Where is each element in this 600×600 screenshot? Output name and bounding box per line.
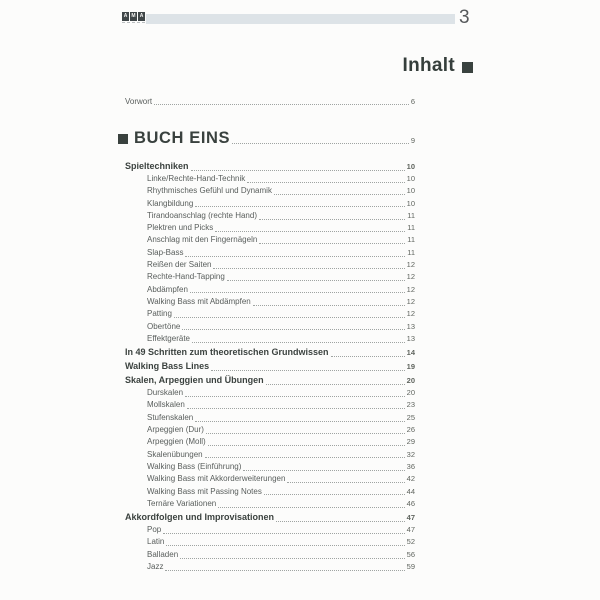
toc-row xyxy=(125,536,415,548)
toc-entry-label: Mollskalen xyxy=(147,400,185,410)
dot-leader xyxy=(287,482,404,483)
toc-entry-label: Walking Bass mit Abdämpfen xyxy=(147,296,251,306)
toc-entry-page: 12 xyxy=(406,309,415,319)
toc-entry-page: 12 xyxy=(406,272,415,282)
dot-leader xyxy=(259,219,405,220)
dot-leader xyxy=(218,507,404,508)
dot-leader xyxy=(163,533,404,534)
logo-underline-decoration xyxy=(122,22,145,23)
toc-row xyxy=(125,284,415,296)
toc-entry-page: 10 xyxy=(406,198,415,208)
toc-entry-label: Skalenübungen xyxy=(147,449,203,459)
toc-entry-page: 26 xyxy=(406,425,415,435)
toc-entry-label: Walking Bass (Einführung) xyxy=(147,461,242,471)
toc-entry-label: Stufenskalen xyxy=(147,412,194,422)
toc-entry-label: Durskalen xyxy=(147,388,184,398)
toc-entry-label: Patting xyxy=(147,309,172,319)
dot-leader xyxy=(165,570,404,571)
toc-entry-page: 10 xyxy=(406,174,415,183)
toc-entry-page: 10 xyxy=(406,186,415,196)
toc-entry-label: Effektgeräte xyxy=(147,333,190,343)
dot-leader xyxy=(195,421,404,422)
toc-entry-page: 12 xyxy=(406,296,415,306)
book-one-label: BUCH EINS xyxy=(134,129,231,147)
toc-entry-label: Reißen der Saiten xyxy=(147,260,212,270)
toc-entry-page: 32 xyxy=(406,449,415,459)
toc-row xyxy=(125,321,415,333)
dot-leader xyxy=(195,206,404,207)
toc-entry-page: 14 xyxy=(406,348,415,358)
toc-entry-page: 47 xyxy=(406,513,415,523)
toc-row xyxy=(125,424,415,436)
logo-letter: A xyxy=(139,13,144,19)
dot-leader xyxy=(264,494,405,495)
toc-row xyxy=(125,549,415,561)
toc-row xyxy=(125,210,415,222)
toc-entry-label: Jazz xyxy=(147,562,164,572)
toc-entry-label: Tirandoanschlag (rechte Hand) xyxy=(147,210,257,220)
toc-entry-label: Latin xyxy=(147,537,165,547)
book-one-heading xyxy=(118,129,415,148)
dot-leader xyxy=(154,104,409,105)
logo-letter-squares xyxy=(122,12,148,21)
toc-entry-page: 13 xyxy=(406,333,415,343)
toc-entry-label: Linke/Rechte-Hand-Technik xyxy=(147,174,246,183)
toc-entry-label: Arpeggien (Moll) xyxy=(147,437,206,447)
dot-leader xyxy=(259,243,405,244)
dot-leader xyxy=(247,182,404,183)
toc-entry-page: 36 xyxy=(406,461,415,471)
toc-row xyxy=(125,486,415,498)
toc-row-vorwort xyxy=(125,96,415,107)
toc-entry-label: Rechte-Hand-Tapping xyxy=(147,272,225,282)
dot-leader xyxy=(187,408,405,409)
toc-entry-page: 46 xyxy=(406,498,415,508)
toc-row xyxy=(125,449,415,461)
toc-row xyxy=(125,185,415,197)
toc-row xyxy=(125,399,415,411)
toc-entry-page: 6 xyxy=(410,97,415,106)
toc-entry-page: 19 xyxy=(406,362,415,372)
dot-leader xyxy=(192,342,405,343)
dot-leader xyxy=(266,384,405,385)
dot-leader xyxy=(243,470,404,471)
dot-leader xyxy=(211,370,404,371)
toc-entry-page: 23 xyxy=(406,400,415,410)
heading-square-bullet xyxy=(118,134,128,144)
dot-leader xyxy=(208,445,405,446)
toc-row xyxy=(125,222,415,234)
dot-leader xyxy=(185,396,405,397)
toc-row xyxy=(125,498,415,510)
toc-entry-page: 10 xyxy=(406,162,415,171)
toc-row xyxy=(125,308,415,320)
toc-entry-page: 11 xyxy=(407,210,415,220)
dot-leader xyxy=(331,356,405,357)
toc-entry-label: Arpeggien (Dur) xyxy=(147,425,204,435)
toc-row xyxy=(125,436,415,448)
toc-row xyxy=(125,524,415,536)
toc-entry-label: Akkordfolgen und Improvisationen xyxy=(125,512,275,523)
dot-leader xyxy=(205,457,405,458)
toc-entry-label: Obertöne xyxy=(147,321,181,331)
toc-entry-label: Abdämpfen xyxy=(147,284,188,294)
toc-entry-page: 44 xyxy=(406,486,415,496)
toc-entry-label: Walking Bass mit Passing Notes xyxy=(147,486,262,496)
toc-entry-page: 20 xyxy=(406,376,415,386)
dot-leader xyxy=(185,256,405,257)
toc-row xyxy=(125,160,415,173)
toc-entry-label: Anschlag mit den Fingernägeln xyxy=(147,235,258,245)
toc-entry-page: 11 xyxy=(407,235,415,245)
toc-entry-page: 13 xyxy=(406,321,415,331)
logo-letter: A xyxy=(123,13,128,19)
toc-row xyxy=(125,234,415,246)
toc-list xyxy=(125,159,415,573)
toc-row xyxy=(125,387,415,399)
dot-leader xyxy=(166,545,404,546)
toc-row xyxy=(125,412,415,424)
toc-row xyxy=(125,461,415,473)
toc-entry-label: Balladen xyxy=(147,549,179,559)
toc-entry-label: In 49 Schritten zum theoretischen Grundwissen xyxy=(125,347,329,358)
dot-leader xyxy=(274,194,405,195)
toc-entry-page: 11 xyxy=(407,223,415,233)
dot-leader xyxy=(227,280,405,281)
toc-entry-label: Pop xyxy=(147,525,162,535)
toc-row xyxy=(125,247,415,259)
toc-entry-label: Plektren und Picks xyxy=(147,223,214,233)
page-number: 3 xyxy=(459,7,470,28)
toc-entry-label: Klangbildung xyxy=(147,198,194,208)
dot-leader xyxy=(191,170,405,171)
toc-row xyxy=(125,374,415,387)
toc-row xyxy=(125,173,415,185)
toc-entry-label: Slap-Bass xyxy=(147,247,184,257)
logo-letter: M xyxy=(131,13,136,19)
toc-entry-page: 47 xyxy=(406,525,415,535)
header-rule-bar xyxy=(146,14,455,24)
dot-leader xyxy=(174,317,405,318)
toc-entry-page: 52 xyxy=(406,537,415,547)
toc-row xyxy=(125,511,415,524)
toc-entry-label: Ternäre Variationen xyxy=(147,498,217,508)
toc-entry-label: Walking Bass Lines xyxy=(125,361,210,372)
dot-leader xyxy=(215,231,405,232)
toc-entry-page: 11 xyxy=(407,247,415,257)
dot-leader xyxy=(190,292,405,293)
toc-row xyxy=(125,346,415,359)
toc-entry-page: 42 xyxy=(406,474,415,484)
toc-entry-page: 59 xyxy=(406,562,415,572)
toc-entry-label: Spieltechniken xyxy=(125,161,189,171)
toc-row xyxy=(125,198,415,210)
toc-entry-page: 12 xyxy=(406,284,415,294)
dot-leader xyxy=(232,143,409,144)
toc-entry-page: 56 xyxy=(406,549,415,559)
toc-entry-page: 20 xyxy=(406,388,415,398)
toc-entry-page: 29 xyxy=(406,437,415,447)
toc-row xyxy=(125,473,415,485)
toc-entry-page: 9 xyxy=(410,136,415,145)
contents-title-label: Inhalt xyxy=(402,55,455,76)
toc-row xyxy=(125,360,415,373)
toc-row xyxy=(125,296,415,308)
contents-title xyxy=(403,55,473,77)
toc-entry-label: Vorwort xyxy=(125,97,153,106)
toc-entry-label: Walking Bass mit Akkorderweiterungen xyxy=(147,474,286,484)
dot-leader xyxy=(182,329,404,330)
toc-entry-label: Skalen, Arpeggien und Übungen xyxy=(125,375,264,386)
toc-row xyxy=(125,271,415,283)
toc-entry-label: Rhythmisches Gefühl und Dynamik xyxy=(147,186,272,196)
title-square-bullet xyxy=(462,62,473,73)
ama-publisher-logo xyxy=(122,12,148,23)
toc-entry-page: 12 xyxy=(406,260,415,270)
toc-row xyxy=(125,561,415,573)
dot-leader xyxy=(206,433,405,434)
toc-row xyxy=(125,333,415,345)
dot-leader xyxy=(180,558,405,559)
dot-leader xyxy=(276,521,405,522)
toc-entry-page: 25 xyxy=(406,412,415,422)
dot-leader xyxy=(213,268,404,269)
dot-leader xyxy=(253,305,405,306)
toc-row xyxy=(125,259,415,271)
